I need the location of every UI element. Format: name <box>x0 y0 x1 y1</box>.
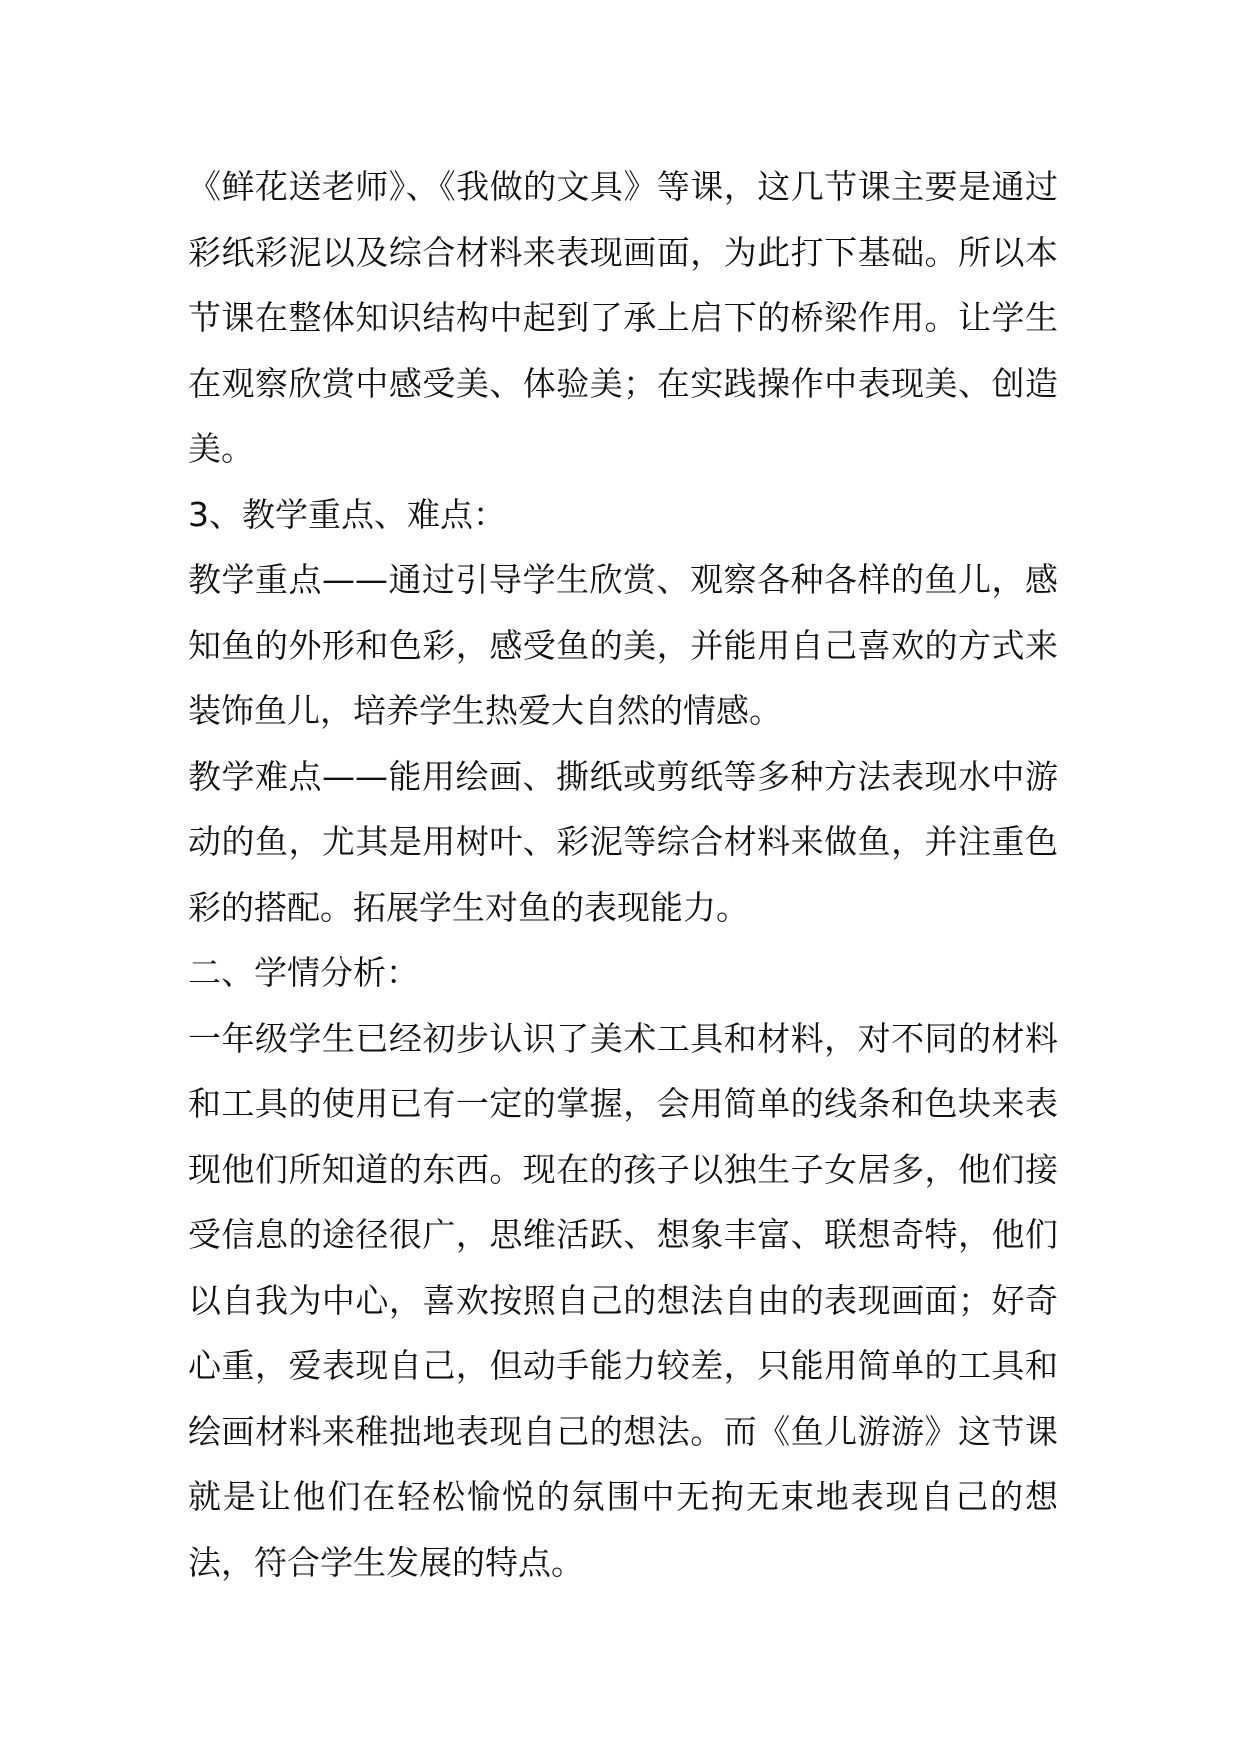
document-body <box>188 154 1058 1595</box>
heading-key-difficult-points: 3、教学重点、难点： <box>188 494 506 534</box>
heading-student-analysis: 二、学情分析： <box>188 953 419 992</box>
paragraph-materials-foundation: 《鲜花送老师》、《我做的文具》等课，这几节课主要是通过彩纸彩泥以及综合材料来表现画面，为此打下基础。所以本节课在整体知识结构中起到了承上启下的桥梁作用。让学生在观察欣赏中感受美、体验美；在实践操作中表现美、创造美。 <box>188 167 1058 468</box>
paragraph-teaching-difficulty: 教学难点——能用绘画、撕纸或剪纸等多种方法表现水中游动的鱼，尤其是用树叶、彩泥等综合材料来做鱼，并注重色彩的搭配。拓展学生对鱼的表现能力。 <box>188 756 1058 927</box>
paragraph-student-analysis: 一年级学生已经初步认识了美术工具和材料，对不同的材料和工具的使用已有一定的掌握，会用简单的线条和色块来表现他们所知道的东西。现在的孩子以独生子女居多，他们接受信息的途径很广，思维活跃、想象丰富、联想奇特，他们以自我为中心，喜欢按照自己的想法自由的表现画面；好奇心重，爱表现自己，但动手能力较差，只能用简单的工具和绘画材料来稚拙地表现自己的想法。而《鱼儿游游》这节课就是让他们在轻松愉悦的氛围中无拘无束地表现自己的想法，符合学生发展的特点。 <box>188 1018 1058 1582</box>
paragraph-teaching-focus: 教学重点——通过引导学生欣赏、观察各种各样的鱼儿，感知鱼的外形和色彩，感受鱼的美，并能用自己喜欢的方式来装饰鱼儿，培养学生热爱大自然的情感。 <box>188 560 1058 730</box>
